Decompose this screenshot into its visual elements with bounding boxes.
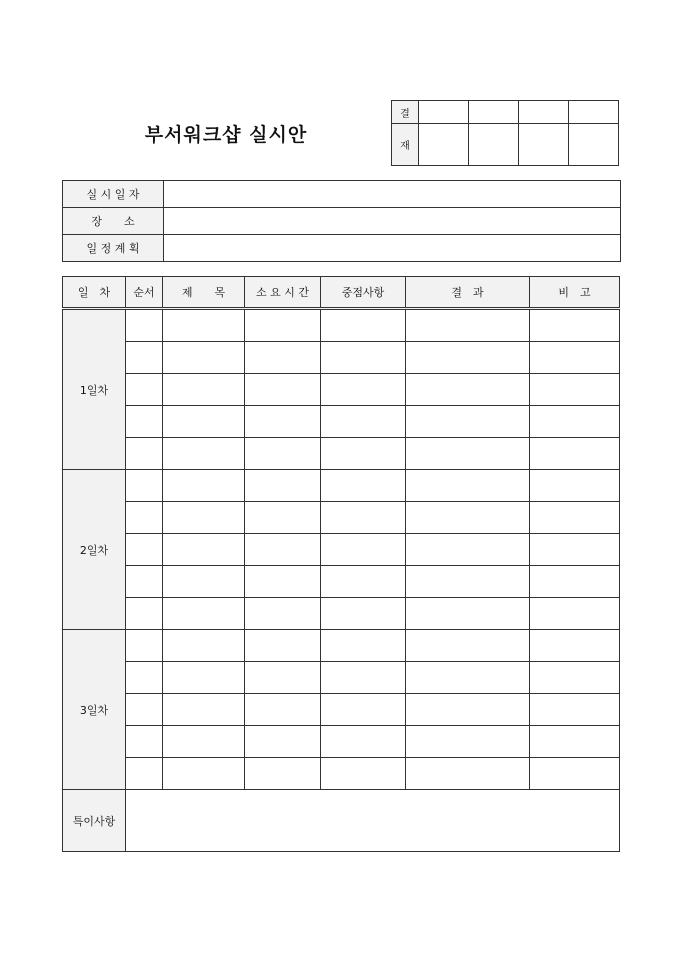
remarks-cell[interactable] xyxy=(530,342,620,374)
duration-cell[interactable] xyxy=(245,502,321,534)
remarks-cell[interactable] xyxy=(530,374,620,406)
focus-cell[interactable] xyxy=(321,342,406,374)
result-cell[interactable] xyxy=(406,566,530,598)
topic-cell[interactable] xyxy=(163,662,245,694)
approval-label-top: 결 xyxy=(392,101,419,124)
remarks-cell[interactable] xyxy=(530,694,620,726)
focus-cell[interactable] xyxy=(321,438,406,470)
table-row xyxy=(63,534,620,566)
approval-sign-cell[interactable] xyxy=(469,124,519,166)
topic-cell[interactable] xyxy=(163,342,245,374)
topic-cell[interactable] xyxy=(163,502,245,534)
focus-cell[interactable] xyxy=(321,694,406,726)
remarks-cell[interactable] xyxy=(530,630,620,662)
order-cell[interactable] xyxy=(126,726,163,758)
table-row xyxy=(63,598,620,630)
topic-cell[interactable] xyxy=(163,438,245,470)
approval-title-cell xyxy=(419,101,469,124)
remarks-cell[interactable] xyxy=(530,406,620,438)
result-cell[interactable] xyxy=(406,534,530,566)
focus-cell[interactable] xyxy=(321,406,406,438)
result-cell[interactable] xyxy=(406,406,530,438)
table-row xyxy=(63,342,620,374)
order-cell[interactable] xyxy=(126,694,163,726)
topic-cell[interactable] xyxy=(163,694,245,726)
plan-table xyxy=(62,276,620,852)
table-row xyxy=(63,470,620,502)
result-cell[interactable] xyxy=(406,662,530,694)
header-result: 결 과 xyxy=(406,277,530,309)
remarks-cell[interactable] xyxy=(530,598,620,630)
topic-cell[interactable] xyxy=(163,534,245,566)
table-row xyxy=(63,726,620,758)
place-label: 장 소 xyxy=(63,208,164,235)
result-cell[interactable] xyxy=(406,309,530,342)
order-cell[interactable] xyxy=(126,374,163,406)
order-cell[interactable] xyxy=(126,342,163,374)
duration-cell[interactable] xyxy=(245,406,321,438)
focus-cell[interactable] xyxy=(321,598,406,630)
duration-cell[interactable] xyxy=(245,309,321,342)
focus-cell[interactable] xyxy=(321,662,406,694)
duration-cell[interactable] xyxy=(245,342,321,374)
approval-sign-cell[interactable] xyxy=(519,124,569,166)
remarks-cell[interactable] xyxy=(530,662,620,694)
order-cell[interactable] xyxy=(126,598,163,630)
schedule-label: 일 정 계 획 xyxy=(63,235,164,262)
approval-label-bottom: 재 xyxy=(392,124,419,166)
focus-cell[interactable] xyxy=(321,502,406,534)
order-cell[interactable] xyxy=(126,470,163,502)
table-row xyxy=(63,694,620,726)
topic-cell[interactable] xyxy=(163,758,245,790)
approval-title-cell xyxy=(519,101,569,124)
header-topic: 제 목 xyxy=(163,277,245,309)
topic-cell[interactable] xyxy=(163,726,245,758)
table-row xyxy=(63,566,620,598)
duration-cell[interactable] xyxy=(245,758,321,790)
table-row xyxy=(63,309,620,342)
remarks-cell[interactable] xyxy=(530,438,620,470)
duration-cell[interactable] xyxy=(245,534,321,566)
topic-cell[interactable] xyxy=(163,630,245,662)
table-row xyxy=(63,438,620,470)
order-cell[interactable] xyxy=(126,502,163,534)
approval-title-cell xyxy=(569,101,619,124)
topic-cell[interactable] xyxy=(163,598,245,630)
remarks-cell[interactable] xyxy=(530,534,620,566)
focus-cell[interactable] xyxy=(321,630,406,662)
duration-cell[interactable] xyxy=(245,694,321,726)
duration-cell[interactable] xyxy=(245,662,321,694)
result-cell[interactable] xyxy=(406,502,530,534)
date-field[interactable] xyxy=(164,181,621,208)
day-label: 3일차 xyxy=(63,630,126,790)
order-cell[interactable] xyxy=(126,438,163,470)
schedule-field[interactable] xyxy=(164,235,621,262)
order-cell[interactable] xyxy=(126,309,163,342)
result-cell[interactable] xyxy=(406,726,530,758)
remarks-cell[interactable] xyxy=(530,566,620,598)
result-cell[interactable] xyxy=(406,470,530,502)
focus-cell[interactable] xyxy=(321,374,406,406)
topic-cell[interactable] xyxy=(163,406,245,438)
header-duration: 소 요 시 간 xyxy=(245,277,321,309)
header-order: 순서 xyxy=(126,277,163,309)
result-cell[interactable] xyxy=(406,694,530,726)
info-table xyxy=(62,180,621,262)
duration-cell[interactable] xyxy=(245,470,321,502)
order-cell[interactable] xyxy=(126,758,163,790)
table-row xyxy=(63,630,620,662)
page-title: 부서워크샵 실시안 xyxy=(144,124,308,146)
table-row xyxy=(63,502,620,534)
notes-label: 특이사항 xyxy=(63,790,126,852)
notes-field[interactable] xyxy=(126,790,620,852)
approval-box xyxy=(391,100,619,166)
table-row xyxy=(63,406,620,438)
date-label: 실 시 일 자 xyxy=(63,181,164,208)
focus-cell[interactable] xyxy=(321,534,406,566)
result-cell[interactable] xyxy=(406,438,530,470)
topic-cell[interactable] xyxy=(163,566,245,598)
focus-cell[interactable] xyxy=(321,470,406,502)
duration-cell[interactable] xyxy=(245,726,321,758)
result-cell[interactable] xyxy=(406,630,530,662)
focus-cell[interactable] xyxy=(321,726,406,758)
focus-cell[interactable] xyxy=(321,758,406,790)
order-cell[interactable] xyxy=(126,662,163,694)
remarks-cell[interactable] xyxy=(530,309,620,342)
approval-sign-cell[interactable] xyxy=(569,124,619,166)
result-cell[interactable] xyxy=(406,598,530,630)
remarks-cell[interactable] xyxy=(530,726,620,758)
result-cell[interactable] xyxy=(406,758,530,790)
header-remarks: 비 고 xyxy=(530,277,620,309)
order-cell[interactable] xyxy=(126,534,163,566)
topic-cell[interactable] xyxy=(163,470,245,502)
header-day: 일 차 xyxy=(63,277,126,309)
duration-cell[interactable] xyxy=(245,438,321,470)
approval-title-cell xyxy=(469,101,519,124)
approval-sign-cell[interactable] xyxy=(419,124,469,166)
order-cell[interactable] xyxy=(126,630,163,662)
duration-cell[interactable] xyxy=(245,566,321,598)
table-row xyxy=(63,758,620,790)
table-row xyxy=(63,374,620,406)
remarks-cell[interactable] xyxy=(530,470,620,502)
focus-cell[interactable] xyxy=(321,309,406,342)
table-row xyxy=(63,662,620,694)
order-cell[interactable] xyxy=(126,566,163,598)
result-cell[interactable] xyxy=(406,374,530,406)
duration-cell[interactable] xyxy=(245,630,321,662)
day-label: 1일차 xyxy=(63,309,126,470)
remarks-cell[interactable] xyxy=(530,758,620,790)
header-focus: 중점사항 xyxy=(321,277,406,309)
duration-cell[interactable] xyxy=(245,374,321,406)
topic-cell[interactable] xyxy=(163,309,245,342)
topic-cell[interactable] xyxy=(163,374,245,406)
result-cell[interactable] xyxy=(406,342,530,374)
focus-cell[interactable] xyxy=(321,566,406,598)
remarks-cell[interactable] xyxy=(530,502,620,534)
place-field[interactable] xyxy=(164,208,621,235)
duration-cell[interactable] xyxy=(245,598,321,630)
order-cell[interactable] xyxy=(126,406,163,438)
day-label: 2일차 xyxy=(63,470,126,630)
